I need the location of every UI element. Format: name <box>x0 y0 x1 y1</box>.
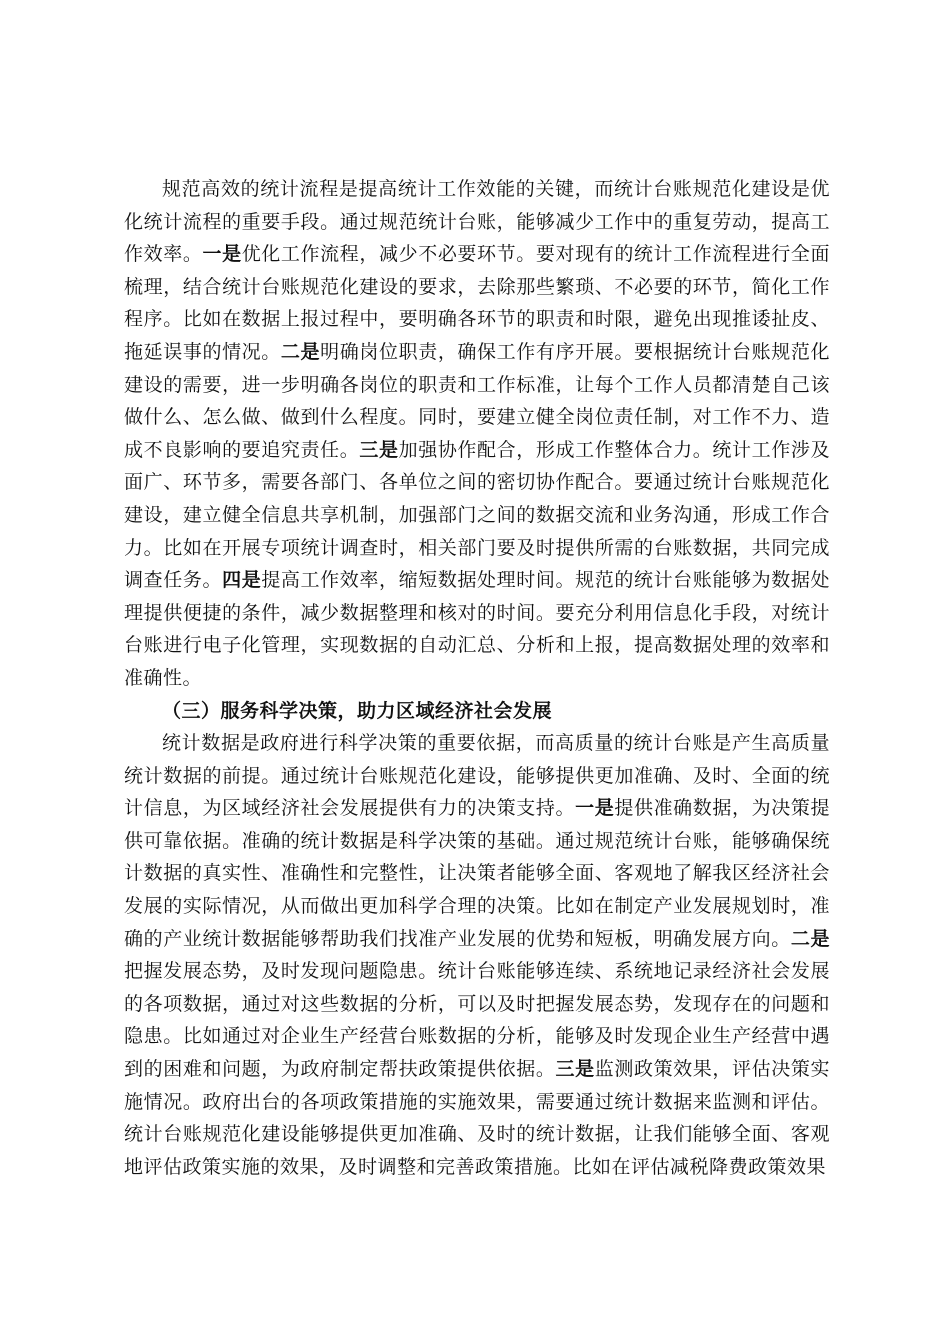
paragraph-decision <box>124 727 830 1183</box>
paragraph-intro: 规范高效的统计流程是提高统计工作效能的关键，而统计台账规范化建设是优化统计流程的重要手段。通过规范统计台账，能够减少工作中的重复劳动，提高工作效率。 <box>124 178 830 266</box>
point-1-text: 提供准确数据，为决策提供可靠依据。准确的统计数据是科学决策的基础。通过规范统计台账，能够确保统计数据的真实性、准确性和完整性，让决策者能够全面、客观地了解我区经济社会发展的实际情况，从而做出更加科学合理的决策。比如在制定产业发展规划时，准确的产业统计数据能够帮助我们找准产业发展的优势和短板，明确发展方向。 <box>124 797 830 950</box>
point-2-lead: 二是 <box>280 340 321 363</box>
point-1-lead: 一是 <box>202 243 242 266</box>
point-3-text: 加强协作配合，形成工作整体合力。统计工作涉及面广、环节多，需要各部门、各单位之间的密切协作配合。要通过统计台账规范化建设，建立健全信息共享机制，加强部门之间的数据交流和业务沟通，形成工作合力。比如在开展专项统计调查时，相关部门要及时提供所需的台账数据，共同完成调查任务。 <box>124 438 830 592</box>
point-3-lead: 三是 <box>359 438 399 461</box>
point-3-text: 监测政策效果，评估决策实施情况。政府出台的各项政策措施的实施效果，需要通过统计数据来监测和评估。统计台账规范化建设能够提供更加准确、及时的统计数据，让我们能够全面、客观地评估政策实施的效果，及时调整和完善政策措施。比如在评估减税降费政策效果 <box>124 1058 830 1178</box>
point-2-text: 明确岗位职责，确保工作有序开展。要根据统计台账规范化建设的需要，进一步明确各岗位的职责和工作标准，让每个工作人员都清楚自己该做什么、怎么做、做到什么程度。同时，要建立健全岗位责任制，对工作不力、造成不良影响的要追究责任。 <box>124 340 830 461</box>
point-2-lead: 二是 <box>790 927 830 950</box>
point-2-text: 把握发展态势，及时发现问题隐患。统计台账能够连续、系统地记录经济社会发展的各项数据，通过对这些数据的分析，可以及时把握发展态势，发现存在的问题和隐患。比如通过对企业生产经营台账数据的分析，能够及时发现企业生产经营中遇到的困难和问题，为政府制定帮扶政策提供依据。 <box>124 960 830 1081</box>
section-heading: （三）服务科学决策，助力区域经济社会发展 <box>162 699 553 722</box>
paragraph-workflow <box>124 173 830 695</box>
point-1-lead: 一是 <box>575 797 615 820</box>
point-4-lead: 四是 <box>222 569 262 592</box>
paragraph-intro: 统计数据是政府进行科学决策的重要依据，而高质量的统计台账是产生高质量统计数据的前提。通过统计台账规范化建设，能够提供更加准确、及时、全面的统计信息，为区域经济社会发展提供有力的决策支持。 <box>124 732 830 820</box>
document-body <box>124 173 830 1183</box>
point-3-lead: 三是 <box>555 1058 595 1081</box>
point-4-text: 提高工作效率，缩短数据处理时间。规范的统计台账能够为数据处理提供便捷的条件，减少数据整理和核对的时间。要充分利用信息化手段，对统计台账进行电子化管理，实现数据的自动汇总、分析和上报，提高数据处理的效率和准确性。 <box>124 569 830 689</box>
point-1-text: 优化工作流程，减少不必要环节。要对现有的统计工作流程进行全面梳理，结合统计台账规范化建设的要求，去除那些繁琐、不必要的环节，简化工作程序。比如在数据上报过程中，要明确各环节的职责和时限，避免出现推诿扯皮、拖延误事的情况。 <box>124 243 830 363</box>
